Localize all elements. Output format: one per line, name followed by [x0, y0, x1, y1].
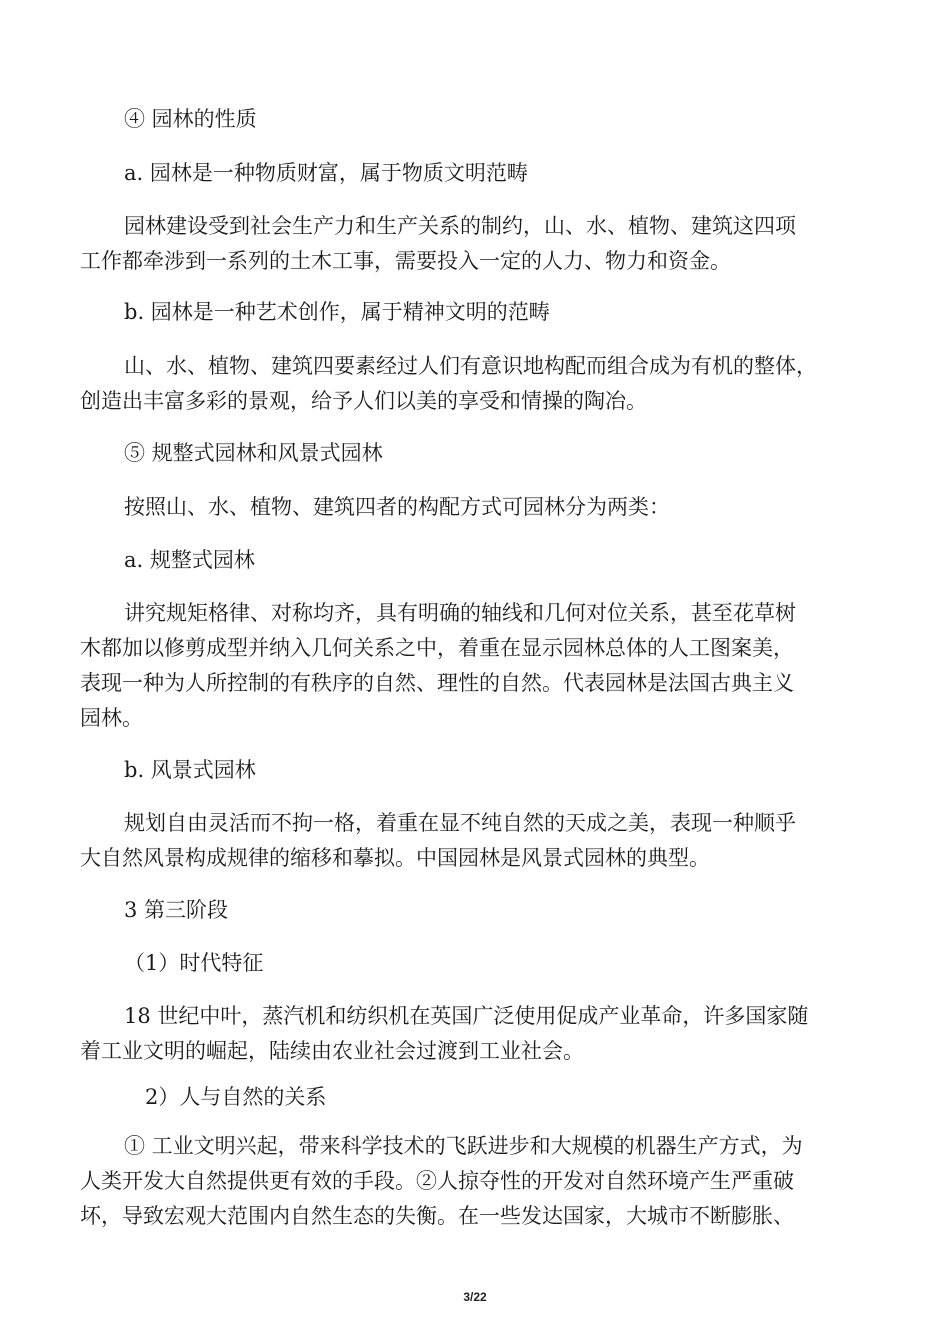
heading-section-5: ⑤ 规整式园林和风景式园林 [124, 441, 383, 465]
subheading-4b: b. 园林是一种艺术创作，属于精神文明的范畴 [124, 300, 550, 324]
paragraph-line: 园林建设受到社会生产力和生产关系的制约，山、水、植物、建筑这四项 [124, 214, 796, 238]
heading-stage-3: 3 第三阶段 [124, 898, 229, 922]
paragraph-line: 人类开发大自然提供更有效的手段。②人掠夺性的开发对自然环境产生严重破 [80, 1169, 794, 1193]
paragraph-line: 木都加以修剪成型并纳入几何关系之中，着重在显示园林总体的人工图案美， [80, 636, 794, 660]
subheading-era-features: （1）时代特征 [124, 951, 264, 975]
paragraph-line: 山、水、植物、建筑四要素经过人们有意识地构配而组合成为有机的整体， [124, 354, 817, 378]
paragraph-line: 园林。 [80, 706, 143, 730]
paragraph-line: 讲究规矩格律、对称均齐，具有明确的轴线和几何对位关系，甚至花草树 [124, 601, 796, 625]
paragraph-line: 表现一种为人所控制的有秩序的自然、理性的自然。代表园林是法国古典主义 [80, 671, 794, 695]
paragraph-line: ① 工业文明兴起，带来科学技术的飞跃进步和大规模的机器生产方式，为 [124, 1134, 803, 1158]
subheading-5a: a. 规整式园林 [124, 548, 255, 572]
paragraph-line: 按照山、水、植物、建筑四者的构配方式可园林分为两类： [124, 495, 670, 519]
paragraph-line: 大自然风景构成规律的缩移和摹拟。中国园林是风景式园林的典型。 [80, 846, 710, 870]
subheading-5b: b. 风景式园林 [124, 758, 256, 782]
subheading-human-nature: 2）人与自然的关系 [145, 1085, 327, 1109]
paragraph-line: 创造出丰富多彩的景观，给予人们以美的享受和情操的陶冶。 [80, 389, 647, 413]
paragraph-line: 18 世纪中叶，蒸汽机和纺织机在英国广泛使用促成产业革命，许多国家随 [124, 1004, 809, 1028]
paragraph-line: 工作都牵涉到一系列的土木工事，需要投入一定的人力、物力和资金。 [80, 249, 731, 273]
subheading-4a: a. 园林是一种物质财富，属于物质文明范畴 [124, 161, 528, 185]
page-number: 3/22 [463, 1290, 487, 1304]
heading-section-4: ④ 园林的性质 [124, 107, 257, 131]
paragraph-line: 坏，导致宏观大范围内自然生态的失衡。在一些发达国家，大城市不断膨胀、 [80, 1204, 794, 1228]
paragraph-line: 规划自由灵活而不拘一格，着重在显不纯自然的天成之美，表现一种顺乎 [124, 811, 796, 835]
paragraph-line: 着工业文明的崛起，陆续由农业社会过渡到工业社会。 [80, 1039, 584, 1063]
